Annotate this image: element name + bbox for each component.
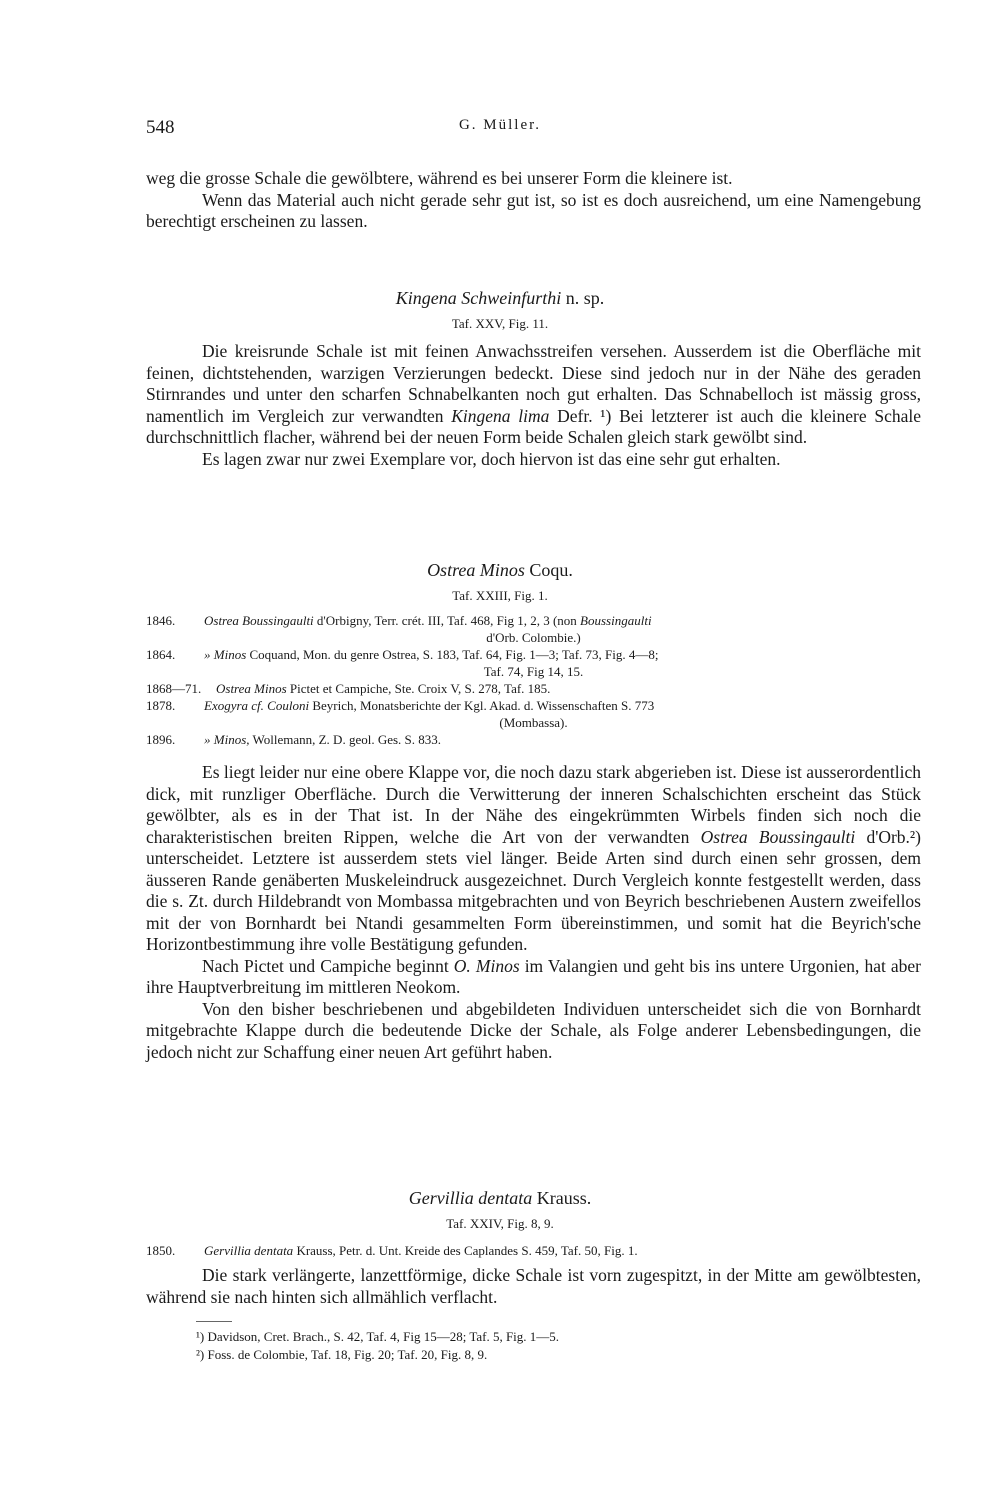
- footnotes: [196, 1328, 921, 1364]
- synonymy-entry: 1864. » Minos Coquand, Mon. du genre Ostrea, S. 183, Taf. 64, Fig. 1—3; Taf. 73, Fig. 4—8;: [146, 647, 659, 662]
- kingena-heading: [0, 288, 1000, 309]
- gervillia-heading: [0, 1188, 1000, 1209]
- gervillia-species-name: Gervillia dentata: [408, 1188, 533, 1208]
- running-head: G. Müller.: [458, 117, 542, 133]
- gervillia-text: [146, 1265, 921, 1308]
- ostrea-plate-ref: Taf. XXIII, Fig. 1.: [452, 588, 548, 603]
- synonymy-continuation: (Mombassa).: [499, 715, 568, 730]
- ostrea-heading: [0, 560, 1000, 581]
- intro-paragraph-1: weg die grosse Schale die gewölbtere, während es bei unserer Form die kleinere ist.: [146, 168, 733, 188]
- kingena-text: [146, 341, 921, 470]
- footnote-2: ²) Foss. de Colombie, Taf. 18, Fig. 20; Taf. 20, Fig. 8, 9.: [196, 1347, 488, 1362]
- synonymy-entry: 1850. Gervillia dentata Krauss, Petr. d. Unt. Kreide des Caplandes S. 459, Taf. 50, Fig. 1.: [146, 1243, 638, 1258]
- ostrea-text: [146, 762, 921, 1063]
- synonymy-entry: 1868—71. Ostrea Minos Pictet et Campiche, Ste. Croix V, S. 278, Taf. 185.: [146, 681, 551, 696]
- kingena-paragraph-2: Es lagen zwar nur zwei Exemplare vor, doch hiervon ist das eine sehr gut erhalten.: [202, 448, 781, 469]
- synonymy-continuation: d'Orb. Colombie.): [486, 630, 581, 645]
- kingena-plate-ref: Taf. XXV, Fig. 11.: [451, 316, 549, 331]
- page-number: 548: [146, 117, 175, 138]
- gervillia-synonymy-list: [146, 1242, 921, 1259]
- gervillia-plate-ref: Taf. XXIV, Fig. 8, 9.: [446, 1216, 554, 1231]
- kingena-suffix: n. sp.: [561, 288, 605, 308]
- footnote-rule: [196, 1321, 232, 1322]
- ostrea-synonymy-list: [146, 612, 921, 748]
- footnote-1: ¹) Davidson, Cret. Brach., S. 42, Taf. 4, Fig 15—28; Taf. 5, Fig. 1—5.: [196, 1329, 560, 1344]
- ostrea-paragraph-3: Von den bisher beschriebenen und abgebildeten Individuen unterscheidet sich die von Bornhardt mitgebrachte Klappe durch die bedeutende Dicke der Schale, als Folge anderer Lebensbedingungen, die jedoch nicht zur Schaffung einer neuen Art geführt haben.: [146, 998, 921, 1062]
- kingena-species-name: Kingena Schweinfurthi: [395, 288, 562, 308]
- synonymy-entry: 1846. Ostrea Boussingaulti d'Orbigny, Terr. crét. III, Taf. 468, Fig 1, 2, 3 (non Boussingaulti: [146, 613, 652, 628]
- ostrea-paragraph-2: Nach Pictet und Campiche beginnt O. Minos im Valangien und geht bis ins untere Urgonien, hat aber ihre Hauptverbreitung im mittleren Neokom.: [146, 955, 921, 997]
- intro-paragraph-2: Wenn das Material auch nicht gerade sehr gut ist, so ist es doch ausreichend, um eine Namengebung berechtigt erscheinen zu lassen.: [146, 189, 921, 231]
- ostrea-paragraph-1: Es liegt leider nur eine obere Klappe vor, die noch dazu stark abgerieben ist. Diese ist ausserordentlich dick, mit runzliger Oberfläche. Durch die Verwitterung der inneren Schalschichten erscheint das Stück gewölbter, als es in der That ist. In der Nähe des eingekrümmten Wirbels finden sich noch die charakteristischen breiten Rippen, welche die Art von der verwandten Ostrea Boussingaulti d'Orb.²) unterscheidet. Letztere ist ausserdem stets viel länger. Beide Arten sind durch einen sehr grossen, dem äusseren Rande genäberten Muskeleindruck ausgezeichnet. Durch Vergleich konnte festgestellt werden, dass die s. Zt. durch Hildebrandt von Mombassa mitgebrachten und von Beyrich beschriebenen Austern zweifellos mit der von Bornhardt bei Ntandi gesammelten Form übereinstimmen, und somit hat die Beyrich'sche Horizontbestimmung ihre volle Bestätigung gefunden.: [146, 762, 922, 954]
- synonymy-entry: 1896. » Minos, Wollemann, Z. D. geol. Ges. S. 833.: [146, 732, 442, 747]
- kingena-paragraph-1: Die kreisrunde Schale ist mit feinen Anwachsstreifen versehen. Ausserdem ist die Oberfläche mit feinen, dichtstehenden, warzigen Verzierungen bedeckt. Diese sind jedoch nur in der Nähe des geraden Stirnrandes und unter den scharfen Schnabelkanten noch gut erhalten. Das Schnabelloch ist mässig gross, namentlich im Vergleich zur verwandten Kingena lima Defr. ¹) Bei letzterer ist auch die kleinere Schale durchschnittlich flacher, während bei der neuen Form beide Schalen gleich stark gewölbt sind.: [146, 341, 921, 447]
- synonymy-continuation: Taf. 74, Fig 14, 15.: [483, 664, 584, 679]
- ostrea-suffix: Coqu.: [524, 560, 573, 580]
- gervillia-suffix: Krauss.: [532, 1188, 592, 1208]
- gervillia-paragraph-1: Die stark verlängerte, lanzettförmige, dicke Schale ist vorn zugespitzt, in der Mitte am gewölbtesten, während sie nach hinten sich allmählich verflacht.: [146, 1265, 921, 1307]
- synonymy-entry: 1878. Exogyra cf. Couloni Beyrich, Monatsberichte der Kgl. Akad. d. Wissenschaften S. 773: [146, 698, 655, 713]
- ostrea-species-name: Ostrea Minos: [427, 560, 525, 580]
- intro-text: [146, 168, 921, 233]
